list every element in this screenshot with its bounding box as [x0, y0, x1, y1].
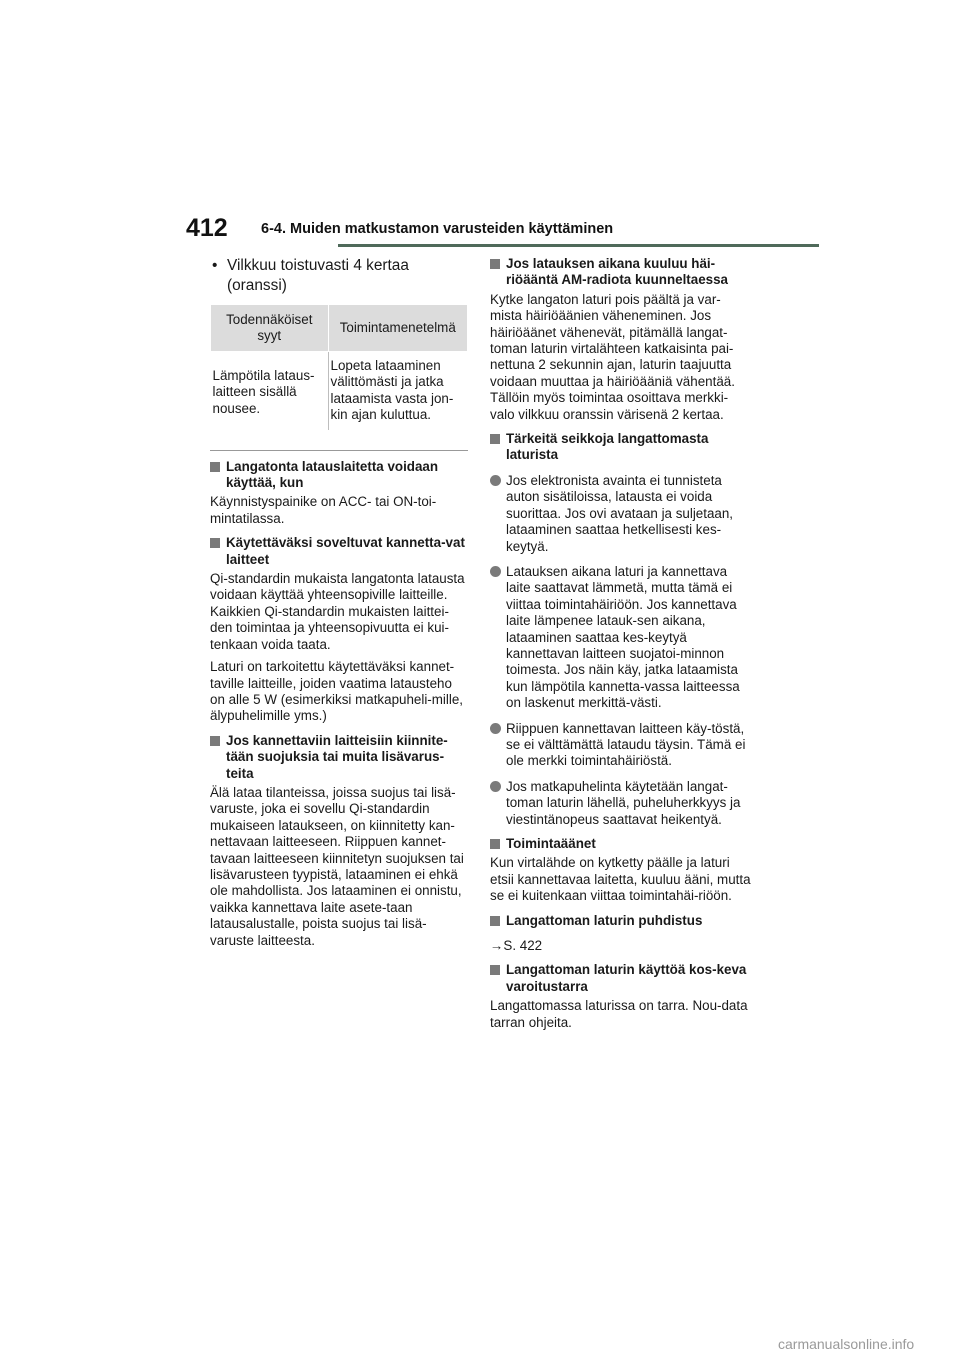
list-item — [490, 473, 752, 555]
header-rule — [338, 244, 819, 247]
heading-text: Jos latauksen aikana kuuluu häi-riöääntä AM-radiota kuunneltaessa — [506, 256, 728, 288]
section-heading — [490, 431, 752, 464]
table-cell: Lämpötila lataus-laitteen sisällä nousee. — [212, 368, 315, 416]
paragraph: Laturi on tarkoitettu käytettäväksi kannet-taville laitteille, joiden vaatima latausteho on alle 5 W (esimerkiksi matkapuheli-mille, älypuhelimille yms.) — [210, 659, 464, 724]
heading-text: Langattoman laturin puhdistus — [506, 912, 703, 928]
list-item-text: Riippuen kannettavan laitteen käy-töstä, se ei välttämättä lataudu täysin. Tämä ei ole merkki toimintahäiriöstä. — [506, 720, 746, 769]
section-heading — [490, 913, 752, 929]
table-header-cell: Toimintamenetelmä — [328, 305, 468, 352]
square-bullet-icon — [490, 916, 500, 926]
section-heading — [210, 459, 468, 492]
paragraph: Kun virtalähde on kytketty päälle ja laturi etsii kannettavaa laitetta, kuuluu ääni, mutta se ei kuitenkaan viittaa toimintahäi-riöön. — [490, 855, 751, 904]
paragraph: Älä lataa tilanteissa, joissa suojus tai lisä-varuste, joka ei sovellu Qi-standardin mukaiseen lataukseen, on kiinnitetty kan-nettavaan laitteeseen. Riippuen kannet-tavaan laitteeseen kiinnitetyn suojuksen tai lisävarusteen tyypistä, lataaminen ei ehkä ole mahdollista. Jos lataaminen ei onnistu, vaikka kannettava laite asete-taan latausalustalle, poista suojus tai lisä-varuste laitteesta. — [210, 784, 464, 948]
list-item — [490, 721, 752, 770]
section-heading — [210, 733, 468, 782]
circle-bullet-icon — [490, 723, 501, 734]
paragraph: Langattomassa laturissa on tarra. Nou-data tarran ohjeita. — [490, 998, 748, 1030]
circle-bullet-icon — [490, 475, 501, 486]
circle-bullet-icon — [490, 781, 501, 792]
square-bullet-icon — [210, 538, 220, 548]
list-item — [490, 564, 752, 712]
section-heading — [210, 535, 468, 568]
square-bullet-icon — [490, 434, 500, 444]
paragraph: Käynnistyspainike on ACC- tai ON-toi-mintatilassa. — [210, 494, 437, 526]
section-heading — [490, 256, 752, 289]
heading-text: Langatonta latauslaitetta voidaan käyttää, kun — [226, 458, 439, 491]
section-heading — [490, 962, 752, 995]
section-title: 6-4. Muiden matkustamon varusteiden käyttäminen — [261, 221, 614, 237]
table-header-row — [211, 305, 468, 352]
square-bullet-icon — [210, 462, 220, 472]
list-item-text: Jos elektronista avainta ei tunnisteta auton sisätiloissa, latausta ei voida suorittaa. Jos ovi avataan ja suljetaan, lataaminen saattaa hetkellisesti kes-keytyä. — [506, 472, 734, 554]
left-column — [210, 256, 468, 949]
square-bullet-icon — [490, 965, 500, 975]
intro-bullet-text: Vilkkuu toistuvasti 4 kertaa (oranssi) — [227, 257, 409, 294]
square-bullet-icon — [490, 839, 500, 849]
list-item — [490, 779, 752, 828]
heading-text: Tärkeitä seikkoja langattomasta laturista — [506, 431, 709, 463]
table-row — [211, 352, 468, 430]
heading-text: Käytettäväksi soveltuvat kannetta-vat laitteet — [226, 535, 465, 567]
page-reference-link[interactable]: →S. 422 — [490, 938, 543, 954]
bullet-dot-icon: • — [212, 257, 218, 274]
circle-bullet-icon — [490, 566, 501, 577]
paragraph: Qi-standardin mukaista langatonta latausta voidaan käyttää yhteensopiville laitteille. Kaikkien Qi-standardin mukaisten laittei-den toimintaa ja yhteensopivuutta ei kui-tenkaan voida taata. — [210, 571, 465, 652]
table-header-cell: Todennäköiset syyt — [211, 305, 329, 352]
square-bullet-icon — [210, 736, 220, 746]
heading-text: Jos kannettaviin laitteisiin kiinnite-tään suojuksia tai muita lisävarus-teita — [226, 732, 448, 781]
table-cell: Lopeta lataaminen välittömästi ja jatka lataamista vasta jon-kin ajan kuluttua. — [328, 352, 468, 430]
watermark: carmanualsonline.info — [778, 1336, 915, 1352]
page-number: 412 — [186, 214, 228, 242]
table-bottom-rule — [210, 450, 468, 451]
square-bullet-icon — [490, 259, 500, 269]
heading-text: Toimintaäänet — [506, 836, 596, 851]
intro-bullet — [210, 256, 468, 296]
paragraph: Kytke langaton laturi pois päältä ja var-mista häiriöäänien väheneminen. Jos häiriöäänet vähenevät, pitämällä langat-toman laturin virtalähteen katkaisinta pai-nettuna 2 sekunnin ajan, laturin taajuutta voidaan muuttaa ja häiriöääniä vähentää. Tällöin myös toimintaa osoittava merkki-valo vilkkuu oranssin värisenä 2 kertaa. — [490, 291, 735, 422]
heading-text: Langattoman laturin käyttöä kos-keva varoitustarra — [506, 962, 747, 994]
causes-table — [210, 304, 468, 430]
list-item-text: Jos matkapuhelinta käytetään langat-toman laturin lähellä, puheluherkkyys ja viestintänopeus saattavat heikentyä. — [506, 778, 741, 827]
right-column — [490, 256, 752, 1031]
section-heading — [490, 836, 752, 852]
list-item-text: Latauksen aikana laturi ja kannettava laite saattavat lämmetä, mutta tämä ei viittaa toimintahäiriöön. Jos kannettava laite lämpenee latauk-sen aikana, lataaminen saattaa kes-keytyä kannettavan laitteen suojatoi-minnon toimesta. Jos näin käy, jatka lataamista kun lämpötila kannetta-vassa laitteessa on laskenut merkittä-västi. — [506, 563, 740, 711]
